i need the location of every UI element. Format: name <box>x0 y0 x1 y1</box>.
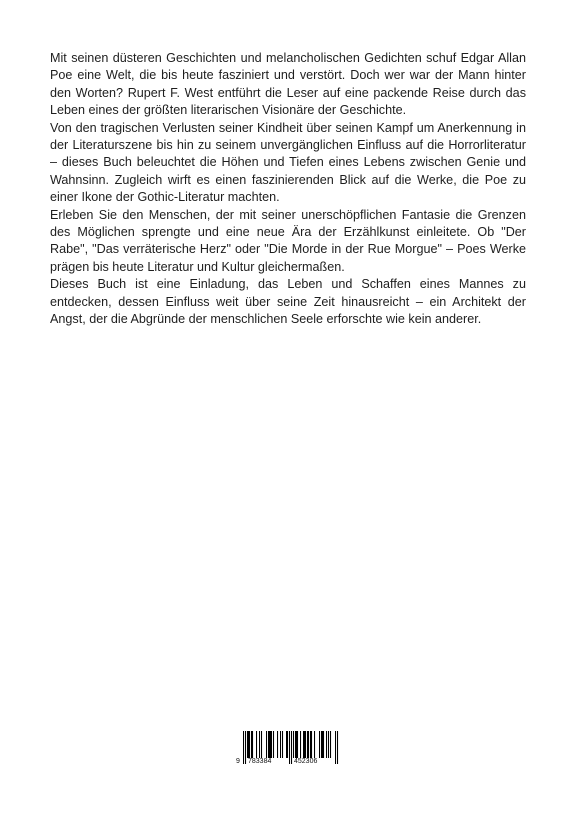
barcode-bar <box>245 731 246 764</box>
barcode-bar <box>308 731 309 758</box>
barcode-bar <box>322 731 323 758</box>
barcode-bar <box>304 731 305 758</box>
barcode-bar <box>282 731 283 758</box>
barcode-left-digits: 783384 <box>248 758 272 765</box>
barcode-bar <box>289 731 290 764</box>
isbn-barcode <box>236 731 340 769</box>
barcode-bar <box>269 731 270 758</box>
barcode-bar <box>305 731 306 758</box>
barcode-bar <box>249 731 250 758</box>
barcode-bar <box>261 731 262 758</box>
barcode-bar <box>266 731 267 758</box>
barcode-bar <box>328 731 329 758</box>
barcode-bar <box>252 731 253 758</box>
barcode-bar <box>296 731 297 758</box>
barcode-bar <box>277 731 278 758</box>
barcode-bar <box>243 731 244 764</box>
barcode-bar <box>300 731 301 758</box>
barcode-bar <box>248 731 249 758</box>
barcode-bar <box>247 731 248 758</box>
barcode-bar <box>295 731 296 758</box>
barcode-bar <box>297 731 298 758</box>
barcode-bar <box>326 731 327 758</box>
barcode-bar <box>287 731 288 758</box>
barcode-bar <box>323 731 324 758</box>
barcode-bar <box>335 731 336 764</box>
barcode-bar <box>273 731 274 758</box>
barcode-bar <box>291 731 292 764</box>
barcode-bar <box>280 731 281 758</box>
blurb-paragraph-4: Dieses Buch ist eine Einladung, das Leben und Schaffen eines Mannes zu entdecken, dessen Einfluss weit über seine Zeit hinausreicht – ein Architekt der Angst, der die Abgründe der menschlichen Seele erforschte wie kein anderer. <box>50 277 526 327</box>
blurb-text <box>50 50 526 329</box>
barcode-bar <box>314 731 315 758</box>
blurb-paragraph-2: Von den tragischen Verlusten seiner Kindheit über seinen Kampf um Anerkennung in der Literaturszene bis hin zu seinem unvergänglichen Einfluss auf die Horrorliteratur – dieses Buch beleuchtet die Höhen und Tiefen eines Lebens zwischen Genie und Wahnsinn. Zugleich wirft es einen faszinierenden Blick auf die Werke, die Poe zu einer Ikone der Gothic-Literatur machten. <box>50 120 526 205</box>
barcode-bar <box>256 731 257 758</box>
barcode-bar <box>271 731 272 758</box>
barcode-bar <box>268 731 269 758</box>
barcode-bar <box>251 731 252 758</box>
barcode-bar <box>337 731 338 764</box>
barcode-bar <box>330 731 331 758</box>
barcode-bar <box>270 731 271 758</box>
blurb-paragraph-3: Erleben Sie den Menschen, der mit seiner unerschöpflichen Fantasie die Grenzen des Möglichen sprengte und eine neue Ära der Erzählkunst einleitete. Ob "Der Rabe", "Das verräterische Herz" oder "Die Morde in der Rue Morgue" – Poes Werke prägen bis heute Literatur und Kultur gleichermaßen. <box>50 207 526 274</box>
barcode-bar <box>321 731 322 758</box>
barcode-bar <box>307 731 308 758</box>
blurb-paragraph-1: Mit seinen düsteren Geschichten und melancholischen Gedichten schuf Edgar Allan Poe eine Welt, die bis heute fasziniert und verstört. Doch wer war der Mann hinter den Worten? Rupert F. West entführt die Leser auf eine packende Reise durch das Leben eines der größten literarischen Visionäre der Geschichte. <box>50 51 526 118</box>
barcode-bar <box>310 731 311 758</box>
barcode-bar <box>259 731 260 758</box>
barcode-bar <box>286 731 287 758</box>
barcode-bar <box>311 731 312 758</box>
barcode-lead-digit: 9 <box>236 758 240 765</box>
barcode-bar <box>293 731 294 758</box>
barcode-bar <box>303 731 304 758</box>
barcode-bar <box>319 731 320 758</box>
barcode-right-digits: 452306 <box>294 758 318 765</box>
